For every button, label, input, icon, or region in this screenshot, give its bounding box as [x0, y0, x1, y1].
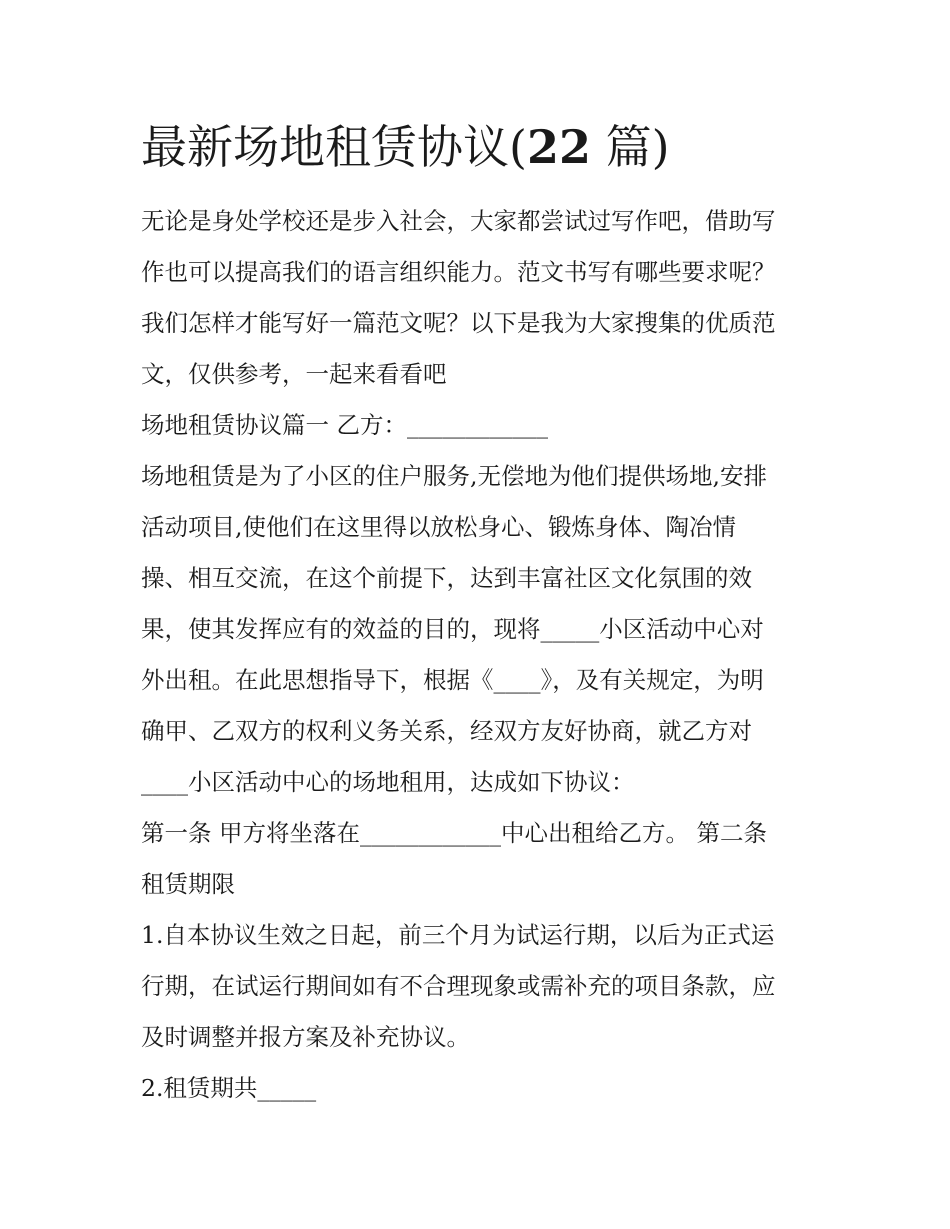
title-suffix: 篇) [590, 120, 670, 174]
intro-paragraph [141, 196, 816, 400]
article-paragraph [141, 808, 816, 910]
text-line: 行期，在试运行期间如有不合理现象或需补充的项目条款，应 [141, 972, 776, 1000]
item-1-paragraph [141, 910, 816, 1063]
section-heading [141, 400, 816, 451]
text-line: 1.自本协议生效之日起，前三个月为试运行期，以后为正式运 [141, 921, 775, 949]
text-line: 文，仅供参考，一起来看看吧 [141, 360, 447, 388]
text-line: 2.租赁期共_____ [141, 1074, 317, 1102]
text-line: 场地租赁协议篇一 乙方：____________ [141, 411, 548, 439]
text-line: 活动项目,使他们在这里得以放松身心、锻炼身体、陶冶情 [141, 513, 736, 541]
text-line: 租赁期限 [141, 870, 235, 898]
text-line: 第一条 甲方将坐落在____________中心出租给乙方。 第二条 [141, 819, 767, 847]
text-line: 及时调整并报方案及补充协议。 [141, 1023, 470, 1051]
text-line: 确甲、乙双方的权利义务关系，经双方友好协商，就乙方对 [141, 717, 752, 745]
title-number: 22 [526, 120, 591, 174]
text-line: 果，使其发挥应有的效益的目的，现将_____小区活动中心对 [141, 615, 764, 643]
text-line: 操、相互交流，在这个前提下，达到丰富社区文化氛围的效 [141, 564, 752, 592]
text-line: 我们怎样才能写好一篇范文呢？以下是我为大家搜集的优质范 [141, 309, 776, 337]
text-line: ____小区活动中心的场地租用，达成如下协议： [141, 768, 635, 796]
text-line: 外出租。在此思想指导下，根据《____》，及有关规定，为明 [141, 666, 764, 694]
item-2-paragraph [141, 1063, 816, 1114]
text-line: 作也可以提高我们的语言组织能力。范文书写有哪些要求呢？ [141, 258, 776, 286]
document-title [141, 118, 816, 176]
text-line: 场地租赁是为了小区的住户服务,无偿地为他们提供场地,安排 [141, 462, 767, 490]
title-prefix: 最新场地租赁协议( [141, 120, 527, 174]
body-paragraph [141, 451, 816, 808]
document-page [141, 118, 816, 1114]
text-line: 无论是身处学校还是步入社会，大家都尝试过写作吧，借助写 [141, 207, 776, 235]
